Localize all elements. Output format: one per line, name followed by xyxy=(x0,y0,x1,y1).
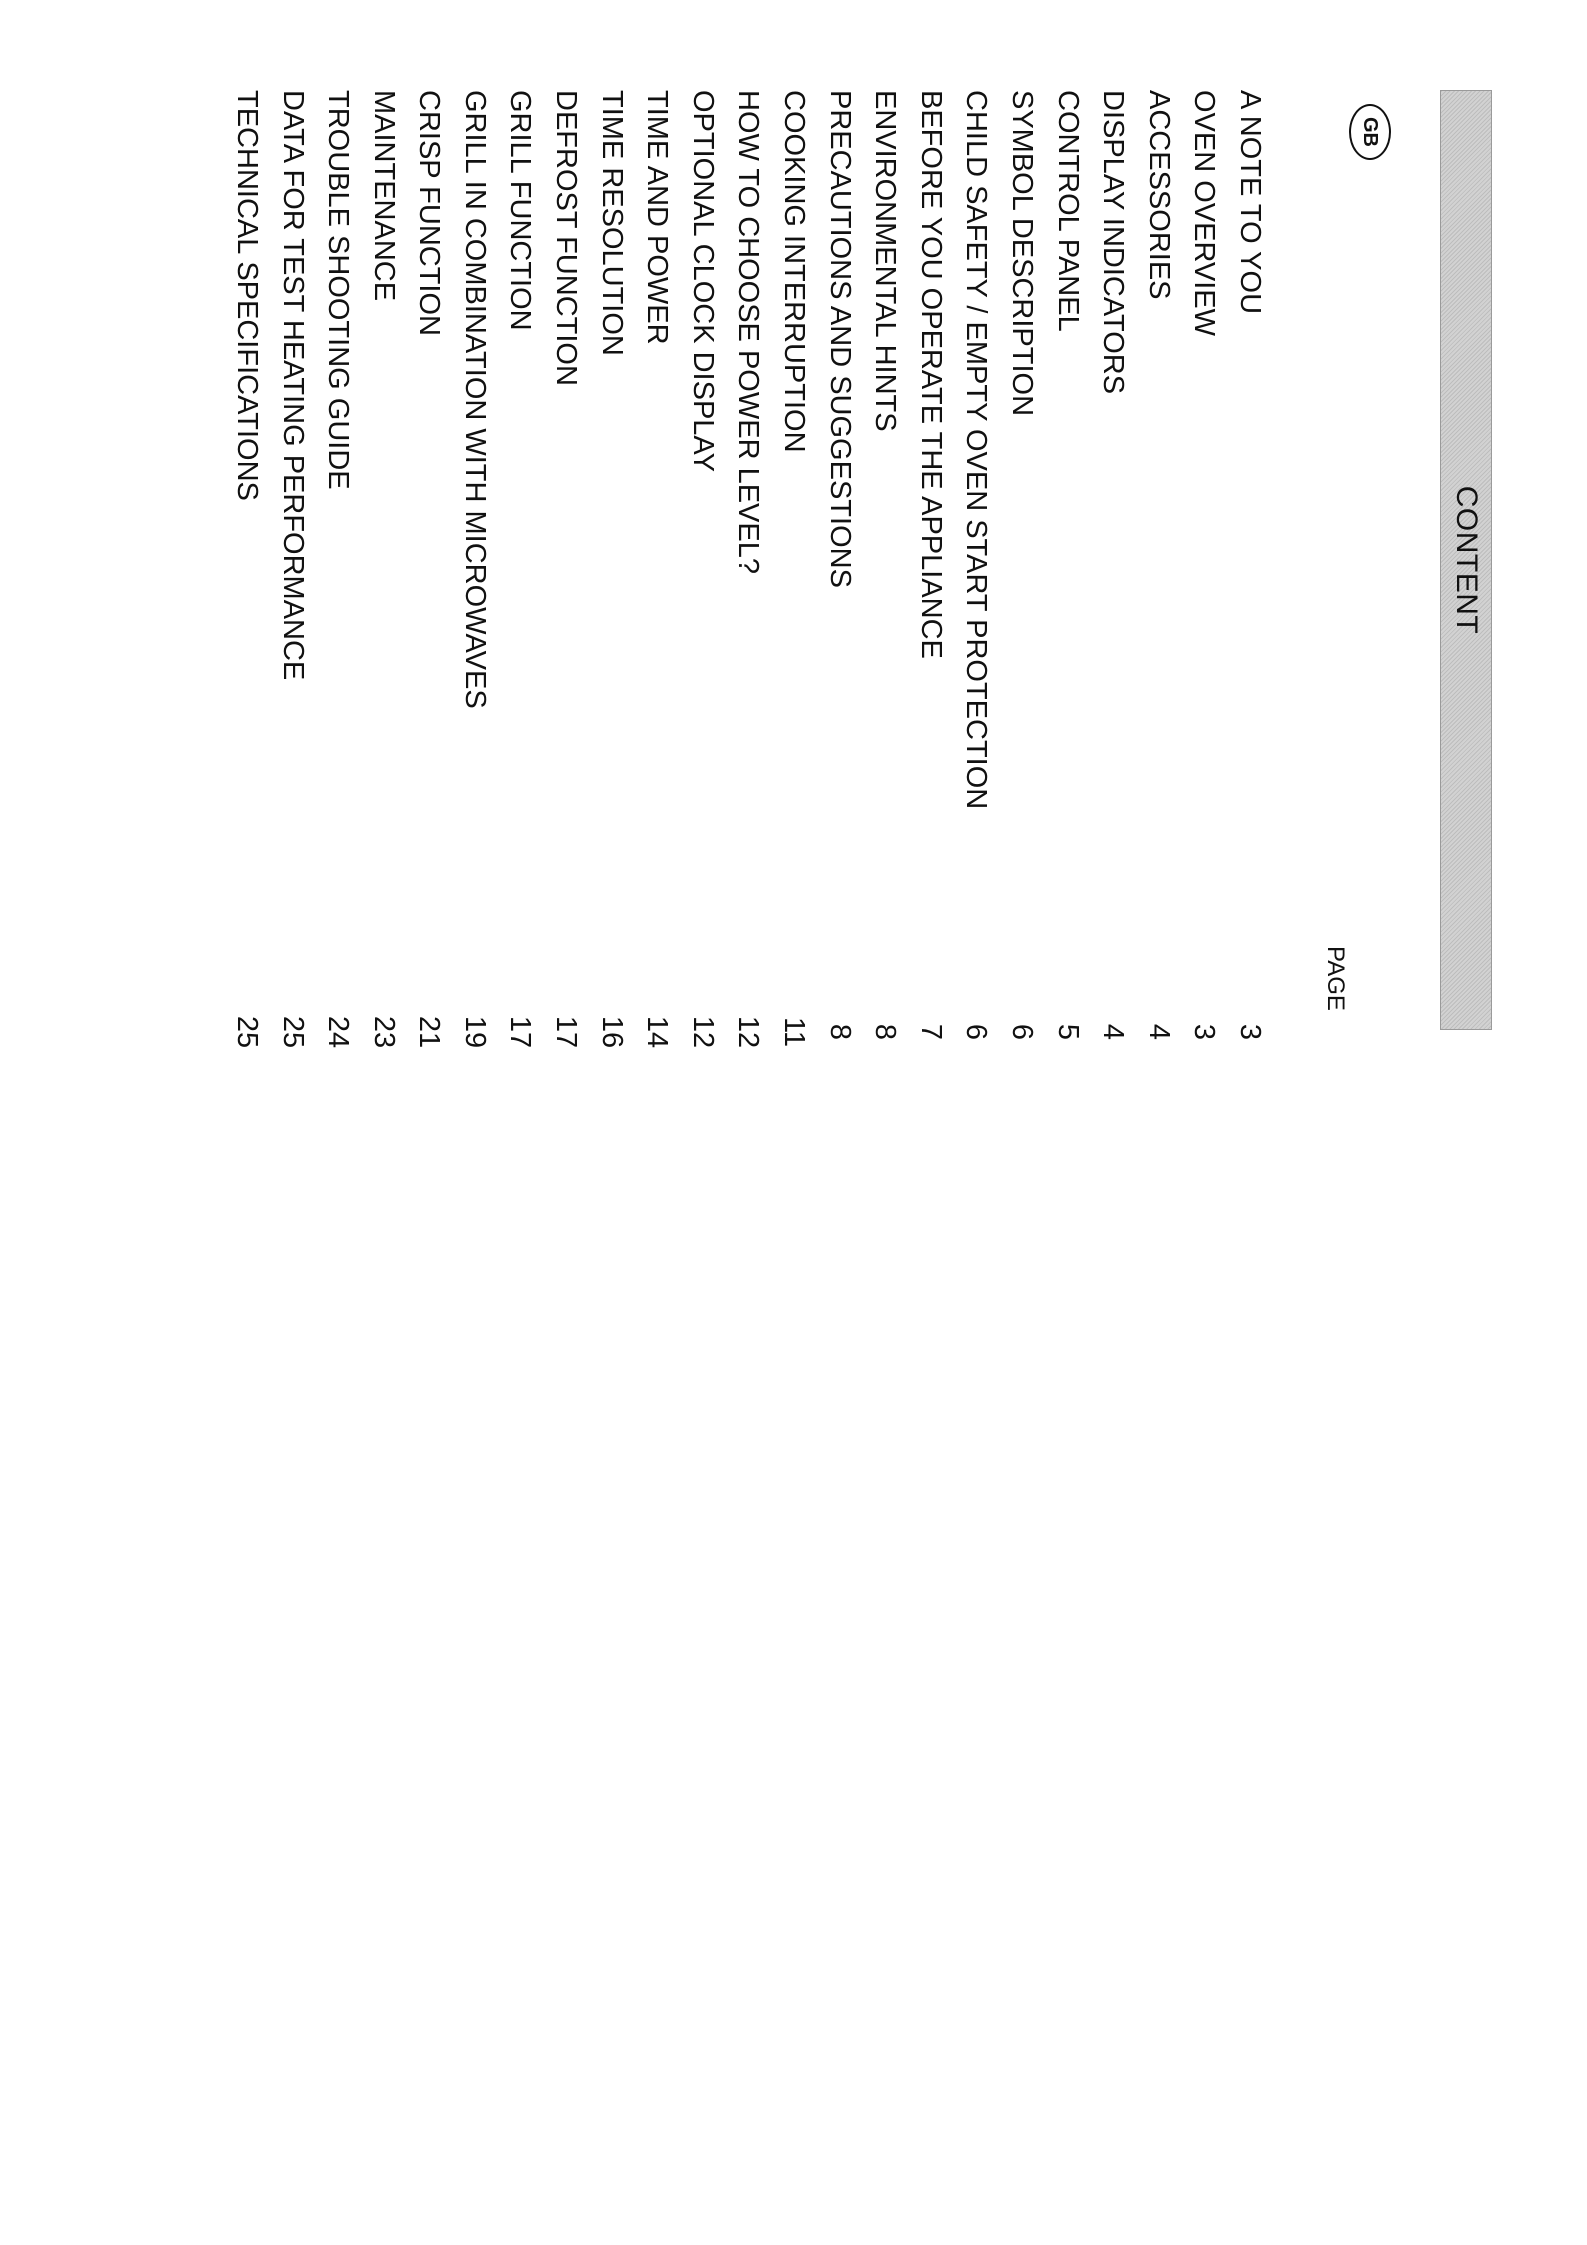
toc-row[interactable] xyxy=(993,90,1039,1041)
toc-row[interactable] xyxy=(1221,90,1267,1041)
page-column-label: PAGE xyxy=(1322,946,1349,1011)
toc-row[interactable] xyxy=(264,90,310,1049)
toc-entry-title: DISPLAY INDICATORS xyxy=(1097,90,1130,395)
toc-row[interactable] xyxy=(355,90,401,1049)
toc-entry-title: MAINTENANCE xyxy=(367,90,400,302)
toc-row[interactable] xyxy=(857,90,903,1041)
toc-row[interactable] xyxy=(538,90,584,1049)
toc-entry-page: 23 xyxy=(367,1015,400,1049)
toc-entry-page: 21 xyxy=(413,1015,446,1049)
toc-entry-title: HOW TO CHOOSE POWER LEVEL? xyxy=(732,90,765,574)
toc-entry-title: OVEN OVERVIEW xyxy=(1188,90,1221,337)
toc-entry-title: ENVIRONMENTAL HINTS xyxy=(869,90,902,432)
toc-entry-page: 24 xyxy=(322,1015,355,1049)
toc-entry-title: DEFROST FUNCTION xyxy=(550,90,583,386)
toc-entry-title: CONTROL PANEL xyxy=(1051,90,1084,332)
toc-row[interactable] xyxy=(401,90,447,1049)
toc-entry-title: A NOTE TO YOU xyxy=(1234,90,1266,315)
header-bar xyxy=(1440,90,1492,1030)
toc-row[interactable] xyxy=(720,90,766,1049)
toc-row[interactable] xyxy=(492,90,538,1049)
toc-entry-title: COOKING INTERRUPTION xyxy=(778,90,811,453)
toc-entry-title: PRECAUTIONS AND SUGGESTIONS xyxy=(823,90,856,588)
toc-entry-title: GRILL FUNCTION xyxy=(504,90,537,331)
toc-row[interactable] xyxy=(218,90,264,1049)
toc-entry-title: TIME RESOLUTION xyxy=(595,90,628,356)
toc-entry-page: 6 xyxy=(1006,1023,1039,1041)
toc-entry-page: 6 xyxy=(960,1023,993,1041)
toc-entry-page: 4 xyxy=(1097,1023,1130,1041)
toc-entry-title: OPTIONAL CLOCK DISPLAY xyxy=(686,90,719,472)
toc-row[interactable] xyxy=(1176,90,1222,1041)
toc-entry-page: 25 xyxy=(230,1015,263,1049)
toc-entry-page: 25 xyxy=(276,1015,309,1049)
toc-row[interactable] xyxy=(674,90,720,1049)
toc-entry-page: 12 xyxy=(686,1015,719,1049)
toc-row[interactable] xyxy=(446,90,492,1049)
toc-entry-page: 16 xyxy=(595,1015,628,1049)
toc-entry-page: 3 xyxy=(1234,1023,1266,1041)
toc-row[interactable] xyxy=(948,90,994,1041)
toc-entry-title: TECHNICAL SPECIFICATIONS xyxy=(230,90,263,501)
toc-entry-title: CRISP FUNCTION xyxy=(413,90,446,336)
toc-entry-page: 11 xyxy=(778,1016,811,1048)
toc-entry-page: 4 xyxy=(1142,1023,1175,1041)
language-badge: GB xyxy=(1349,104,1391,160)
toc-entry-page: 14 xyxy=(641,1015,674,1049)
toc-row[interactable] xyxy=(1039,90,1085,1041)
toc-entry-title: TIME AND POWER xyxy=(641,90,674,345)
toc-entry-page: 12 xyxy=(732,1015,765,1049)
toc-entry-title: BEFORE YOU OPERATE THE APPLIANCE xyxy=(914,90,947,659)
toc-entry-page: 17 xyxy=(550,1015,583,1049)
toc-entry-page: 17 xyxy=(504,1015,537,1049)
toc-row[interactable] xyxy=(811,90,857,1041)
toc-entry-page: 8 xyxy=(869,1023,902,1041)
table-of-contents xyxy=(218,90,1267,1049)
toc-row[interactable] xyxy=(1130,90,1176,1041)
toc-entry-title: TROUBLE SHOOTING GUIDE xyxy=(322,90,355,490)
toc-entry-title: ACCESSORIES xyxy=(1142,90,1175,300)
toc-row[interactable] xyxy=(1085,90,1131,1041)
rotated-page xyxy=(157,0,1587,1049)
toc-row[interactable] xyxy=(583,90,629,1049)
toc-entry-page: 3 xyxy=(1188,1023,1221,1041)
toc-entry-page: 8 xyxy=(823,1023,856,1041)
toc-entry-page: 19 xyxy=(458,1015,491,1049)
page-title: CONTENT xyxy=(1450,485,1483,635)
toc-entry-page: 5 xyxy=(1051,1023,1084,1041)
toc-row[interactable] xyxy=(629,90,675,1049)
toc-row[interactable] xyxy=(902,90,948,1041)
toc-entry-title: CHILD SAFETY / EMPTY OVEN START PROTECTION xyxy=(960,90,993,810)
toc-entry-page: 7 xyxy=(914,1023,947,1041)
toc-entry-title: SYMBOL DESCRIPTION xyxy=(1006,90,1039,417)
toc-row[interactable] xyxy=(310,90,356,1049)
toc-entry-title: GRILL IN COMBINATION WITH MICROWAVES xyxy=(458,90,491,709)
toc-entry-title: DATA FOR TEST HEATING PERFORMANCE xyxy=(276,90,309,681)
toc-row[interactable] xyxy=(765,90,811,1048)
